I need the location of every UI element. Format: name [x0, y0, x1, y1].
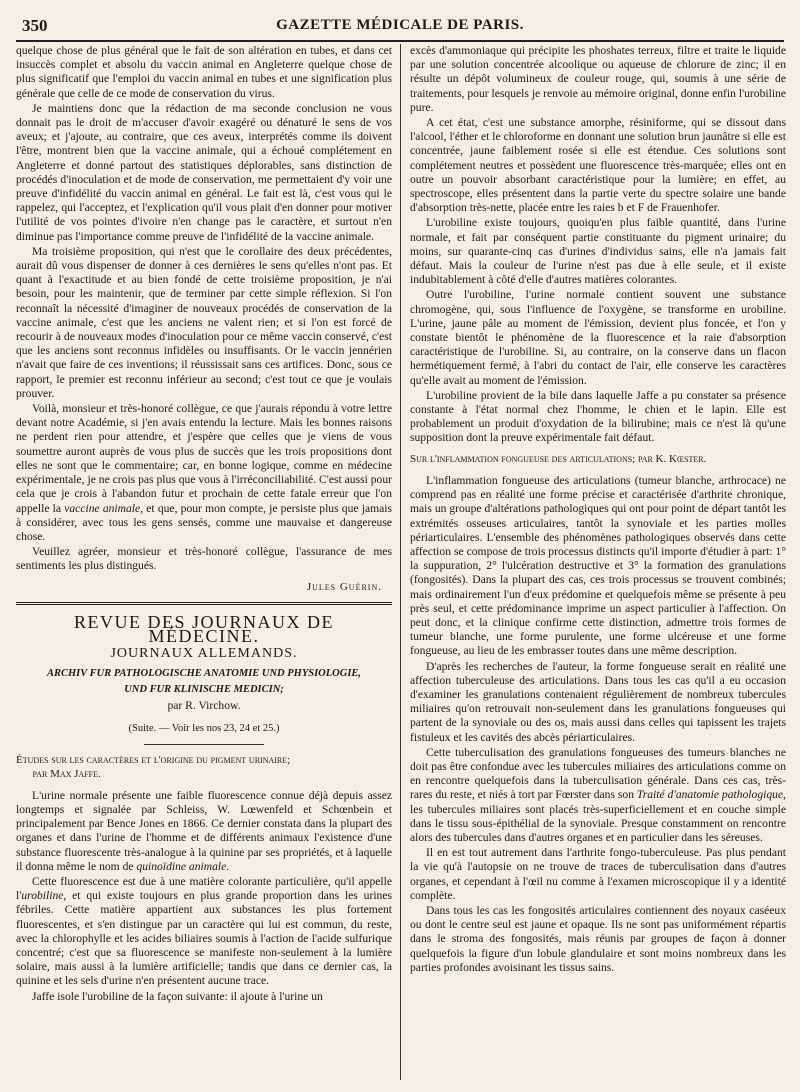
text: .	[226, 859, 230, 873]
journal-editor: par R. Virchow.	[167, 699, 241, 713]
paragraph	[410, 746, 786, 845]
article-title-text: Études sur les caractères et l'origine du pigment urinaire;	[16, 753, 291, 766]
text: L'urine normale présente une faible fluorescence connue déjà depuis assez longtemps et signalée par Schleiss, W. Lœwenfeld et Schœnbein et principalement par Bence Jones en 1866. Ce dernier constata dans la plupart des organes et dans l'urine de l'homme et de différents animaux l'existence d'une substance fluorescente très-analogue à la quinine par ses propriétés, et à laquelle il donna même le nom de	[16, 788, 392, 873]
signature: Jules Guérin.	[306, 580, 382, 593]
section-rule	[16, 602, 392, 605]
left-column	[16, 44, 392, 1080]
paragraph: quelque chose de plus général que le fait de son altération en tubes, et dans cet insuccès complet et absolu du vaccin animal en Angleterre quelque chose de plus significatif que l'emploi du vaccin animal en tubes et une signification plus générale que celle de ce mode de conservation du virus.	[16, 44, 392, 100]
text: Cette fluorescence est due à une matière colorante particulière, qu'il appelle l'	[16, 874, 392, 903]
paragraph: D'après les recherches de l'auteur, la forme fongueuse serait en réalité une affection tuberculeuse des articulations. Dans tous les cas qu'il a eu occasion d'examiner les granulations contenaient régulièrement de nombreux tubercules miliaires qu'on retrouvait non-seulement dans les granulations fongueuses qui partent de la synoviale ou des os, mais aussi dans celles qui tapissent les trajets fistuleux et les cavités des abcès périarticulaires.	[410, 659, 786, 744]
right-column	[410, 44, 786, 1080]
column-divider	[400, 44, 401, 1080]
text: Cette tuberculisation des granulations fongueuses des tumeurs blanches ne doit pas être confondue avec les tubercules miliaires des articulations comme on en rencontre quelquefois dans la tuberculisation générale. Dans ces cas, très-rares du reste, et niés à tort par Fœrster dans son	[410, 745, 786, 802]
paragraph: Jaffe isole l'urobiline de la façon suivante: il ajoute à l'urine un	[32, 989, 323, 1003]
article-author: par Max Jaffe.	[32, 767, 101, 780]
header-rule	[16, 40, 784, 42]
italic-term: vaccine animale	[64, 501, 141, 515]
continuation-note: (Suite. — Voir les nos 23, 24 et 25.)	[128, 722, 280, 734]
divider	[144, 744, 264, 745]
section-title: REVUE DES JOURNAUX DE MÉDECINE.	[74, 611, 334, 646]
paragraph: Il en est tout autrement dans l'arthrite fongo-tuberculeuse. Pas plus pendant la vie qu'à l'autopsie on ne trouve de traces de tuberculisation dans d'autres organes, et cependant à l'œil nu comme à l'examen microscopique il y a identité complète.	[410, 846, 786, 902]
italic-term: Traité d'anatomie pathologique	[636, 788, 784, 802]
italic-term: quinoïdine animale	[136, 859, 227, 873]
text: , et que, pour mon compte, je persiste plus que jamais à considérer, avec tous les gens sensés, comme une mauvaise et dangereuse chose.	[16, 501, 392, 543]
paragraph: L'inflammation fongueuse des articulations (tumeur blanche, arthrocace) ne comprend pas en réalité une forme précise et caractérisée d'arthrite chronique, mais un groupe d'altérations pathologiques qui ont pour point de départ tantôt les extrémités osseuses articulaires, tantôt la synoviale et les parties molles périarticulaires. L'ensemble des phénomènes pathologiques observés dans cette affection se compose de trois processus distincts qu'il importe d'étudier à part: 1° la suppuration, 2° l'ulcération destructive et 3° la formation des granulations (fongosités). Dans la plupart des cas, ces trois processus se trouvent combinés; mais ordinairement l'un d'eux prédomine et quelquefois même se présente à peu près seul, et cette prédominance imprime un aspect particulier à l'affection. On peut donc, et la clinique confirme cette distinction, admettre trois formes de tumeur blanche, une forme purulente, une forme ulcéreuse et une forme fongueuse, au lieu de les embrasser toutes dans une même description.	[410, 473, 786, 658]
paragraph: Outre l'urobiline, l'urine normale contient souvent une substance chromogène, qui, sous l'influence de l'oxygène, se transforme en urobiline. L'urine, jaune pâle au moment de l'émission, devient plus foncée, et l'on y constate bientôt le phénomène de la fluorescence et la raie d'absorption caractéristique de l'urobiline. Si, au contraire, on la conserve dans un flacon hermétiquement fermé, à l'abri du contact de l'air, elle conserve les caractères qu'elle avait au moment de l'émission.	[410, 288, 786, 387]
italic-term: urobiline	[21, 889, 64, 903]
text: , les tubercules miliaires sont placés très-superficiellement et en couche simple dans le tissu sous-épithélial de la synoviale. Presque constamment on rencontre alors des tubercules dans d'autres organes et en particulier dans les séreuses.	[410, 788, 786, 844]
journal-title: GAZETTE MÉDICALE DE PARIS.	[276, 17, 524, 33]
page-header	[16, 14, 784, 38]
paragraph: Veuillez agréer, monsieur et très-honoré collègue, l'assurance de mes sentiments les plus distingués.	[16, 545, 392, 573]
section-subtitle: JOURNAUX ALLEMANDS.	[110, 646, 298, 662]
paragraph	[16, 402, 392, 544]
article-title: Sur l'inflammation fongueuse des articulations; par K. Kœster.	[410, 452, 707, 465]
paragraph	[16, 875, 392, 989]
paragraph: Dans tous les cas les fongosités articulaires contiennent des noyaux caséeux ou dont le centre seul est jaune et opaque. Ils ne sont pas uniformément répartis dans le stroma des fongosités, mais réunis par groupes de façon à donner quelquefois la figure d'un lobule glandulaire et sont moins nombreux dans les parties profondes avoisinant les tissus sains.	[410, 903, 786, 974]
paragraph: A cet état, c'est une substance amorphe, résiniforme, qui se dissout dans l'alcool, l'éther et le chloroforme en donnant une solution brun jaunâtre si elle est concentrée, jaune faiblement rosée si elle est étendue. Ces solutions sont complétement neutres et possèdent une fluorescence très-marquée; elles ont en outre un pouvoir absorbant caractéristique pour la lumière; en effet, au spectroscope, elles présentent dans la partie verte du spectre solaire une bande d'absorption très-nette, placée entre les raies b et F de Frauenhofer.	[410, 116, 786, 215]
journal-name: ARCHIV FUR PATHOLOGISCHE ANATOMIE UND PHYSIOLOGIE,	[46, 668, 362, 680]
paragraph: L'urobiline existe toujours, quoiqu'en plus faible quantité, dans l'urine normale, et fait par conséquent partie constituante du pigment urinaire; du moins, sur quarante-cinq cas d'urines d'individus sains, elle n'a jamais fait défaut. Mais la couleur de l'urine n'est pas due à elle seule, et il existe indubitablement à côté d'elle d'autres matières colorantes.	[410, 216, 786, 287]
paragraph: L'urobiline provient de la bile dans laquelle Jaffe a pu constater sa présence constante à l'état normal chez l'homme, le chien et le lapin. Elle est probablement un produit d'oxydation de la bilirubine; mais ce n'est là qu'une supposition dont la preuve expérimentale fait défaut.	[410, 388, 786, 445]
text: , et qui existe toujours en plus grande proportion dans les urines fébriles. Cette matière appartient aux substances les plus fortement fluorescentes, et s'en distingue par un caractère qui lui est commun, du reste, avec la chlorophylle et les acides biliaires soumis à l'action de l'acide sulfurique concentré; c'est que sa fluorescence se manifeste non-seulement à la lumière solaire, mais aussi à la lumière artificielle; tandis que dans ce dernier cas, la quinine et les sels d'urine n'en présentent aucune trace.	[16, 889, 392, 988]
paragraph: excès d'ammoniaque qui précipite les phoshates terreux, filtre et traite le liquide par une solution concentrée alcoolique ou aqueuse de chlorure de zinc; il en résulte un dépôt volumineux de couleur rouge, qui, soumis à une série de traitements, pour lesquels je renvoie au mémoire original, donne enfin l'urobiline pure.	[410, 44, 786, 114]
paragraph: Je maintiens donc que la rédaction de ma seconde conclusion ne vous donnait pas le droit de m'accuser d'avoir exagéré ou dénaturé le sens de vos aveux; et j'ajoute, au contraire, que ces aveux, interprétés comme ils doivent l'être, montrent bien que la vaccine animale, qui a échoué complétement en Angleterre et donné partout des statistiques déplorables, sans distinction de procédés d'inoculation et de mode de conservation, me permettaient d'y voir une preuve d'infidélité du vaccin animal en général. Le fait est là, c'est vous qui le rappelez, qui l'acceptez, et l'explication qu'il vous plait d'en donner pour motiver l'utilité de vos pointes d'ivoire n'en change pas le caractère, et surtout n'en diminue pas l'importance comme preuve de l'infidélité de la vaccine animale.	[16, 101, 392, 243]
journal-name-cont: UND FUR KLINISCHE MEDICIN;	[124, 684, 284, 696]
page-number: 350	[22, 16, 48, 35]
article-title	[16, 753, 392, 781]
paragraph: Ma troisième proposition, qui n'est que le corollaire des deux précédentes, aurait dû vous dispenser de donner à ces dernières le sens qu'elles n'ont pas. Et quant à l'exactitude et au bien fondé de cette troisième proposition, je n'ai besoin, pour les maintenir, que de terminer par cette simple réflexion. Si l'on reconnaît la nécessité d'imaginer de nouveaux procédés de conservation de la vaccine animale, c'est que les anciens ne valent rien; et si l'on est forcé de recourir à de nouveaux modes d'inoculation pour ce même vaccin conservé, c'est que les anciens sont reconnus infidèles ou insuffisants. Or le vaccin jennérien n'avait que faire de ces inventions; il réussissait sans ces artifices. Donc, sous ce rapport, le premier est reconnu inférieur au second; c'est tout ce que je voulais prouver.	[16, 244, 392, 400]
paragraph	[16, 789, 392, 874]
text: Voilà, monsieur et très-honoré collègue, ce que j'aurais répondu à votre lettre devant notre Académie, si j'en avais entendu la lecture. Mais les bonnes raisons ne perdent rien pour attendre, et j'espère que celles que je viens de vous soumettre auront auprès de vous plus de succès que les trois propositions dont elles ne sont que le commentaire; car, en bonne logique, comme en médecine expérimentale, je ne crois pas plus que vous à l'irréconciliabilité. C'est aussi pour cela que je crois à l'abandon futur et prochain de cette fatale erreur que l'on appelle la	[16, 402, 392, 515]
